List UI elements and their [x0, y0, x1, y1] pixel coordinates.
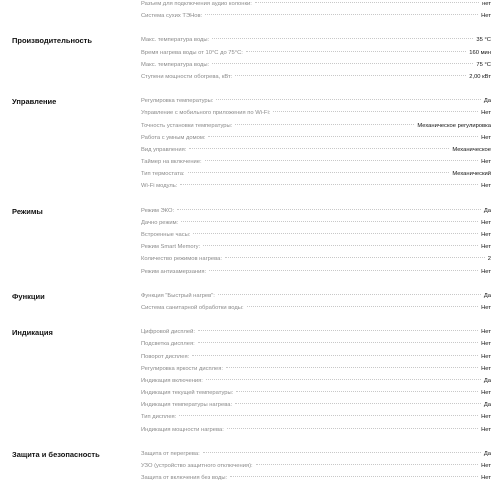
spec-label: Регулировка температуры:: [141, 98, 214, 105]
spec-label: Режим антизамерзания:: [141, 268, 207, 275]
dotted-leader: [216, 99, 480, 100]
spec-row: [141, 132, 491, 144]
spec-value: нет: [482, 1, 491, 7]
spec-rows: [141, 326, 491, 436]
spec-label: Индикация текущей температуры:: [141, 390, 234, 397]
dotted-leader: [236, 391, 478, 392]
spec-value: 35 °С: [476, 37, 491, 44]
spec-row: [141, 266, 491, 278]
spec-row: [141, 290, 491, 302]
dotted-leader: [189, 148, 449, 149]
spec-row: [141, 411, 491, 423]
spec-value: 2: [487, 256, 491, 263]
spec-label: Таймер на включение:: [141, 159, 202, 166]
dotted-leader: [206, 379, 481, 380]
spec-rows: [141, 448, 491, 485]
spec-label: УЗО (устройство защитного отключения):: [141, 463, 253, 469]
spec-label: Время нагрева воды от 10°С до 75°С:: [141, 49, 243, 56]
spec-value: Нет: [481, 390, 491, 397]
spec-row: [141, 144, 491, 156]
spec-label: Поворот дисплея:: [141, 353, 190, 360]
dotted-leader: [205, 14, 478, 15]
dotted-leader: [193, 233, 478, 234]
spec-label: Работа с умным домом:: [141, 134, 206, 141]
dotted-leader: [235, 124, 414, 125]
spec-row: [141, 387, 491, 399]
spec-section: [0, 95, 500, 193]
spec-label: Управление с мобильного приложения по Wi-Fi:: [141, 110, 271, 117]
spec-value: Нет: [481, 244, 491, 251]
dotted-leader: [247, 306, 479, 307]
spec-row: [141, 229, 491, 241]
spec-label: Макс. температура воды:: [141, 37, 210, 44]
spec-label: Функция "Быстрый нагрев":: [141, 292, 215, 299]
dotted-leader: [203, 452, 481, 453]
spec-value: Нет: [481, 341, 491, 348]
spec-row: [141, 363, 491, 375]
spec-label: Регулировка яркости дисплея:: [141, 365, 223, 372]
section-title: Режимы: [12, 206, 43, 216]
dotted-leader: [230, 476, 478, 477]
spec-value: Нет: [481, 426, 491, 433]
spec-rows: [141, 290, 491, 314]
spec-label: Система сухих ТЭНов:: [141, 13, 203, 20]
section-title: Функции: [12, 291, 45, 301]
spec-value: Нет: [481, 110, 491, 117]
spec-row: [141, 107, 491, 119]
spec-value: 160 мин: [469, 49, 491, 56]
dotted-leader: [179, 415, 478, 416]
dotted-leader: [212, 38, 473, 39]
spec-row: [141, 205, 491, 217]
spec-label: Подсветка дисплея:: [141, 341, 195, 348]
spec-row: [141, 156, 491, 168]
spec-section: [0, 0, 500, 22]
spec-row: [141, 241, 491, 253]
spec-row: [141, 375, 491, 387]
spec-value: Да: [483, 402, 491, 409]
spec-row: [141, 180, 491, 192]
spec-row: [141, 399, 491, 411]
spec-row: [141, 71, 491, 83]
spec-row: [141, 302, 491, 314]
spec-label: Режим ЭКО:: [141, 207, 175, 214]
dotted-leader: [273, 111, 478, 112]
spec-value: Да: [483, 207, 491, 214]
spec-label: Встроенные часы:: [141, 232, 191, 238]
dotted-leader: [226, 367, 478, 368]
dotted-leader: [227, 428, 478, 429]
spec-value: Нет: [481, 268, 491, 275]
dotted-leader: [212, 63, 473, 64]
spec-label: Индикация включения:: [141, 377, 203, 384]
spec-value: Нет: [481, 463, 491, 469]
spec-label: Тип дисплея:: [141, 414, 177, 421]
dotted-leader: [235, 75, 466, 76]
spec-label: Режим Smart Memory:: [141, 244, 201, 251]
spec-value: Да: [483, 450, 491, 457]
spec-value: Нет: [481, 329, 491, 336]
dotted-leader: [192, 355, 478, 356]
spec-label: Тип термостата:: [141, 171, 185, 178]
dotted-leader: [218, 294, 481, 295]
spec-row: [141, 59, 491, 71]
spec-label: Защита от перегрева:: [141, 450, 200, 457]
spec-label: Защита от включения без воды:: [141, 475, 228, 482]
spec-value: 75 °С: [476, 61, 491, 68]
spec-row: [141, 120, 491, 132]
spec-label: Wi-Fi модуль:: [141, 183, 178, 190]
spec-row: [141, 217, 491, 229]
spec-value: Да: [483, 98, 491, 105]
spec-value: Нет: [481, 219, 491, 226]
spec-row: [141, 448, 491, 460]
spec-section: [0, 448, 500, 485]
spec-value: Нет: [481, 353, 491, 360]
section-title: Управление: [12, 97, 57, 107]
spec-rows: [141, 0, 491, 22]
spec-value: Нет: [481, 134, 491, 141]
dotted-leader: [256, 464, 478, 465]
spec-row: [141, 338, 491, 350]
spec-value: Нет: [481, 414, 491, 421]
spec-rows: [141, 205, 491, 278]
dotted-leader: [255, 2, 479, 3]
spec-value: 2,00 кВт: [469, 73, 491, 80]
dotted-leader: [205, 160, 479, 161]
spec-row: [141, 253, 491, 265]
spec-row: [141, 10, 491, 22]
spec-label: Индикация температуры нагрева:: [141, 402, 233, 409]
dotted-leader: [198, 342, 478, 343]
dotted-leader: [181, 221, 478, 222]
spec-rows: [141, 95, 491, 193]
spec-row: [141, 95, 491, 107]
spec-section: [0, 205, 500, 278]
spec-value: Нет: [481, 365, 491, 372]
spec-label: Ступени мощности обогрева, кВт:: [141, 73, 233, 80]
spec-section: [0, 326, 500, 436]
spec-label: Цифровой дисплей:: [141, 329, 195, 336]
dotted-leader: [188, 172, 450, 173]
dotted-leader: [203, 245, 478, 246]
spec-row: [141, 472, 491, 484]
dotted-leader: [208, 136, 478, 137]
spec-value: Нет: [481, 475, 491, 482]
spec-label: Разъем для подключения аудио колонки:: [141, 1, 252, 7]
dotted-leader: [177, 209, 481, 210]
spec-row: [141, 47, 491, 59]
spec-section: [0, 290, 500, 314]
spec-value: Механическое регулировка: [417, 122, 491, 129]
spec-row: [141, 168, 491, 180]
spec-label: Количество режимов нагрева:: [141, 256, 222, 263]
spec-label: Система санитарной обработки воды:: [141, 304, 244, 311]
spec-row: [141, 424, 491, 436]
dotted-leader: [235, 403, 481, 404]
spec-value: Да: [483, 292, 491, 299]
dotted-leader: [180, 184, 478, 185]
spec-rows: [141, 34, 491, 83]
spec-row: [141, 0, 491, 10]
spec-label: Индикация мощности нагрева:: [141, 426, 224, 433]
spec-label: Вид управления:: [141, 146, 187, 153]
section-title: Производительность: [12, 36, 92, 46]
dotted-leader: [225, 257, 485, 258]
spec-value: Механическое: [452, 146, 491, 153]
spec-value: Нет: [481, 183, 491, 190]
spec-value: Нет: [481, 159, 491, 166]
section-title: Индикация: [12, 328, 53, 338]
dotted-leader: [209, 270, 478, 271]
spec-value: Механический: [452, 171, 491, 178]
spec-row: [141, 460, 491, 472]
spec-value: Нет: [481, 232, 491, 238]
spec-value: Да: [483, 377, 491, 384]
spec-label: Макс. температура воды:: [141, 61, 210, 68]
section-title: Защита и безопасность: [12, 449, 100, 459]
spec-label: Точность установки температуры:: [141, 122, 233, 129]
spec-section: [0, 34, 500, 83]
spec-value: Нет: [481, 304, 491, 311]
spec-row: [141, 34, 491, 46]
dotted-leader: [198, 330, 478, 331]
spec-value: Нет: [481, 13, 491, 20]
spec-row: [141, 326, 491, 338]
spec-label: Дачно режим:: [141, 219, 179, 226]
dotted-leader: [246, 51, 466, 52]
spec-row: [141, 351, 491, 363]
